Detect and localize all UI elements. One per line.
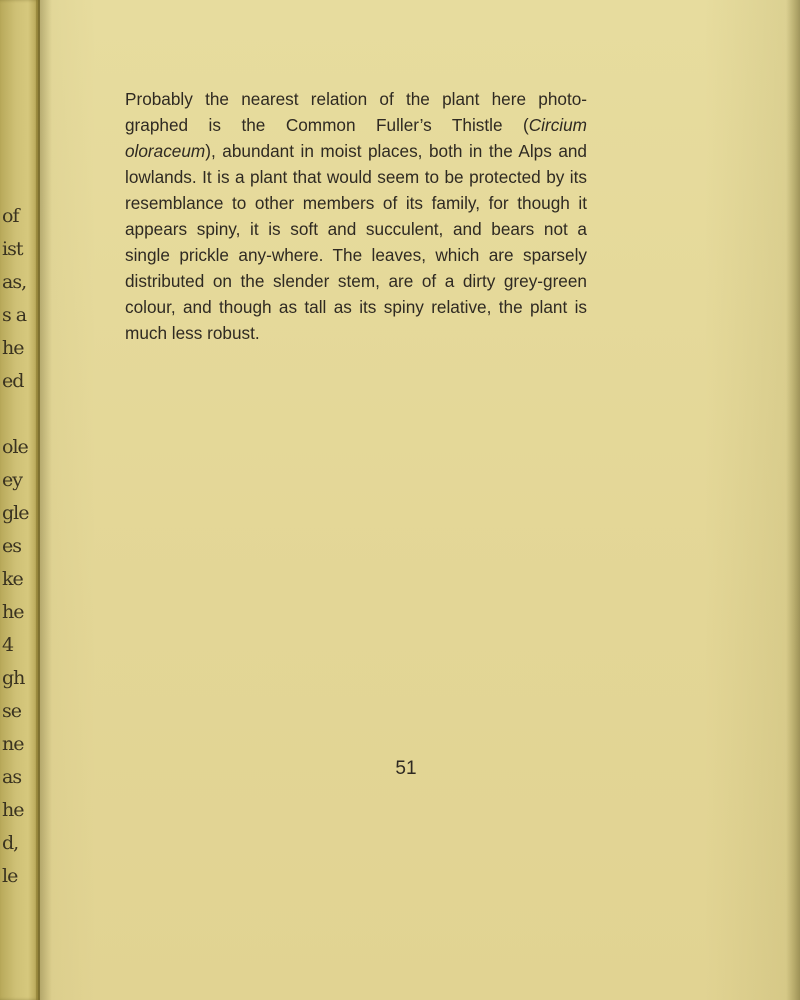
facing-fragment: ed (2, 370, 24, 392)
facing-fragment: he (2, 337, 24, 359)
facing-fragment: gle (2, 502, 29, 524)
facing-fragment: se (2, 700, 21, 722)
body-text-part2: ), abundant in moist places, both in the Alps and lowlands. It is a plant that would seem to be protected by its resemblance to other members of its family, for though it appears spiny, it is soft and succulent, and bears not a single prickle any-where. The leaves, which are sparsely distributed on the slender stem, are of a dirty grey-green colour, and though as tall as its spiny relative, the plant is much less robust. (125, 141, 587, 343)
facing-fragment: he (2, 799, 24, 821)
facing-fragment: s a (2, 304, 27, 326)
facing-fragment: ke (2, 568, 23, 590)
latin-plant-name: Circium oloraceum (125, 115, 587, 161)
facing-fragment: d, (2, 832, 19, 854)
binding-shadow (38, 0, 52, 1000)
facing-fragment: as, (2, 271, 27, 293)
facing-fragment: gh (2, 667, 25, 689)
facing-page-text-fragments (2, 200, 32, 893)
body-paragraph (125, 86, 587, 346)
facing-fragment (2, 398, 32, 431)
page-number: 51 (395, 758, 417, 779)
page-right-edge (786, 0, 800, 1000)
facing-fragment: of (2, 205, 19, 227)
facing-fragment: as (2, 766, 22, 788)
facing-fragment: 4 (2, 634, 14, 656)
facing-fragment: ist (2, 238, 23, 260)
facing-fragment: ne (2, 733, 24, 755)
facing-fragment: ey (2, 469, 22, 491)
facing-fragment: es (2, 535, 21, 557)
facing-fragment: he (2, 601, 24, 623)
facing-fragment: ole (2, 436, 28, 458)
body-text-part1: Probably the nearest relation of the plant here photo-graphed is the Common Fuller’s Thistle ( (125, 89, 587, 135)
facing-fragment: le (2, 865, 18, 887)
